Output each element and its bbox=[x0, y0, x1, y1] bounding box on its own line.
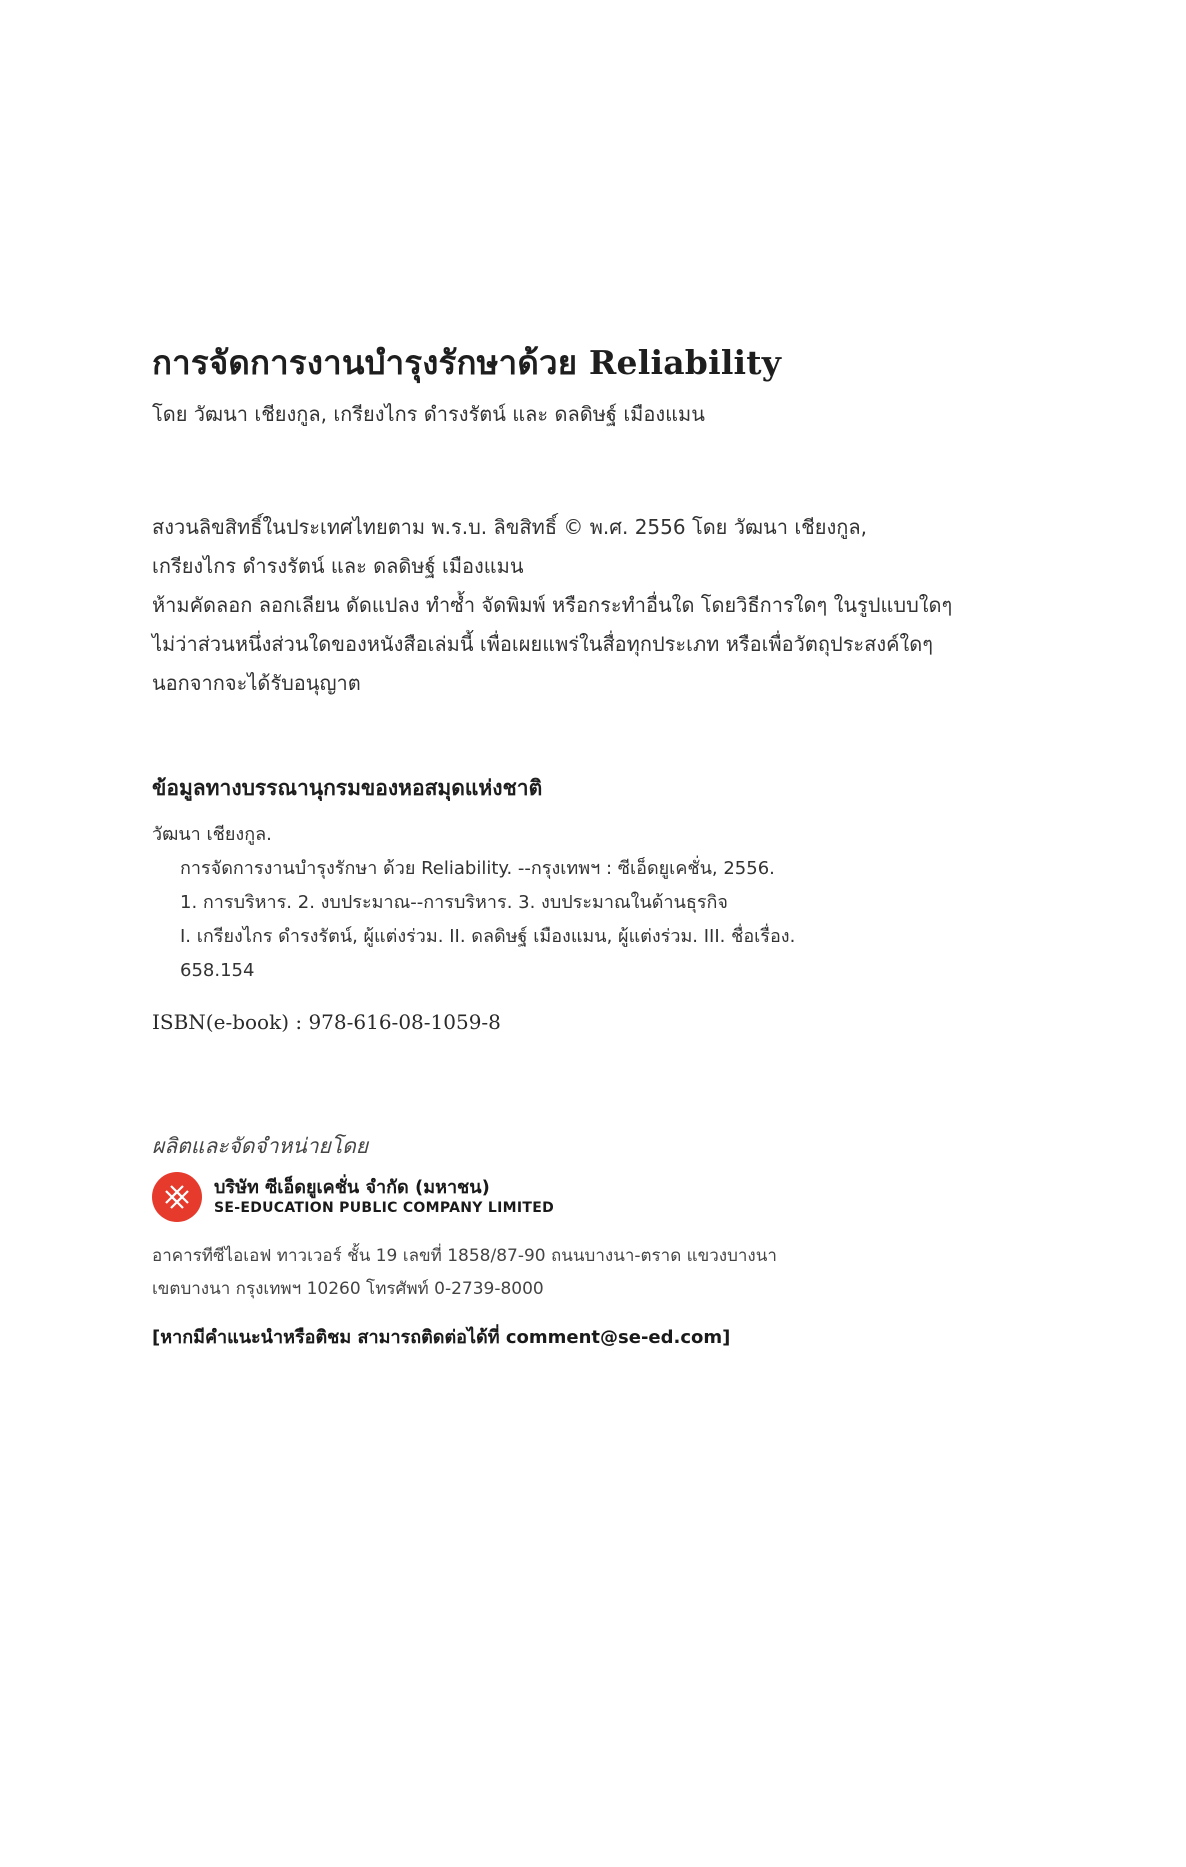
copyright-line: สงวนลิขสิทธิ์ในประเทศไทยตาม พ.ร.บ. ลิขสิทธิ์ © พ.ศ. 2556 โดย วัฒนา เชียงกูล, bbox=[152, 515, 867, 539]
catalog-record bbox=[152, 818, 795, 988]
copyright-line: ห้ามคัดลอก ลอกเลียน ดัดแปลง ทำซ้ำ จัดพิมพ์ หรือกระทำอื่นใด โดยวิธีการใดๆ ในรูปแบบใดๆ bbox=[152, 593, 953, 617]
catalog-author: วัฒนา เชียงกูล. bbox=[152, 824, 272, 845]
isbn: ISBN(e-book) : 978-616-08-1059-8 bbox=[152, 1010, 501, 1034]
publisher-name-en: SE-EDUCATION PUBLIC COMPANY LIMITED bbox=[214, 1200, 555, 1216]
copyright-line: เกรียงไกร ดำรงรัตน์ และ ดลดิษฐ์ เมืองแมน bbox=[152, 554, 524, 578]
catalog-subjects: 1. การบริหาร. 2. งบประมาณ--การบริหาร. 3. งบประมาณในด้านธุรกิจ bbox=[180, 892, 728, 913]
copyright-line: นอกจากจะได้รับอนุญาต bbox=[152, 671, 361, 695]
book-authors: โดย วัฒนา เชียงกูล, เกรียงไกร ดำรงรัตน์ และ ดลดิษฐ์ เมืองแมน bbox=[152, 402, 705, 426]
address-line: อาคารทีซีไอเอฟ ทาวเวอร์ ชั้น 19 เลขที่ 1858/87-90 ถนนบางนา-ตราด แขวงบางนา bbox=[152, 1246, 777, 1266]
produced-by-label: ผลิตและจัดจำหน่ายโดย bbox=[152, 1134, 369, 1158]
book-title: การจัดการงานบำรุงรักษาด้วย Reliability bbox=[152, 343, 782, 382]
publisher-name-th: บริษัท ซีเอ็ดยูเคชั่น จำกัด (มหาชน) bbox=[214, 1177, 490, 1198]
publisher-address bbox=[152, 1240, 777, 1306]
catalog-added-entries: I. เกรียงไกร ดำรงรัตน์, ผู้แต่งร่วม. II. ดลดิษฐ์ เมืองแมน, ผู้แต่งร่วม. III. ชื่อเรื่อง. bbox=[180, 926, 796, 947]
knot-icon bbox=[160, 1180, 194, 1214]
copyright-notice bbox=[152, 508, 1052, 703]
address-line: เขตบางนา กรุงเทพฯ 10260 โทรศัพท์ 0-2739-8000 bbox=[152, 1279, 544, 1299]
catalog-heading: ข้อมูลทางบรรณานุกรมของหอสมุดแห่งชาติ bbox=[152, 775, 543, 800]
publisher-company bbox=[152, 1172, 554, 1222]
catalog-classification: 658.154 bbox=[180, 960, 255, 981]
publisher-names bbox=[214, 1177, 554, 1217]
feedback-contact: [หากมีคำแนะนำหรือติชม สามารถติดต่อได้ที่ comment@se-ed.com] bbox=[152, 1327, 731, 1348]
catalog-entry: การจัดการงานบำรุงรักษา ด้วย Reliability. --กรุงเทพฯ : ซีเอ็ดยูเคชั่น, 2556. bbox=[180, 858, 775, 879]
copyright-line: ไม่ว่าส่วนหนึ่งส่วนใดของหนังสือเล่มนี้ เพื่อเผยแพร่ในสื่อทุกประเภท หรือเพื่อวัตถุประสงค์ใดๆ bbox=[152, 632, 934, 656]
publisher-logo-icon bbox=[152, 1172, 202, 1222]
